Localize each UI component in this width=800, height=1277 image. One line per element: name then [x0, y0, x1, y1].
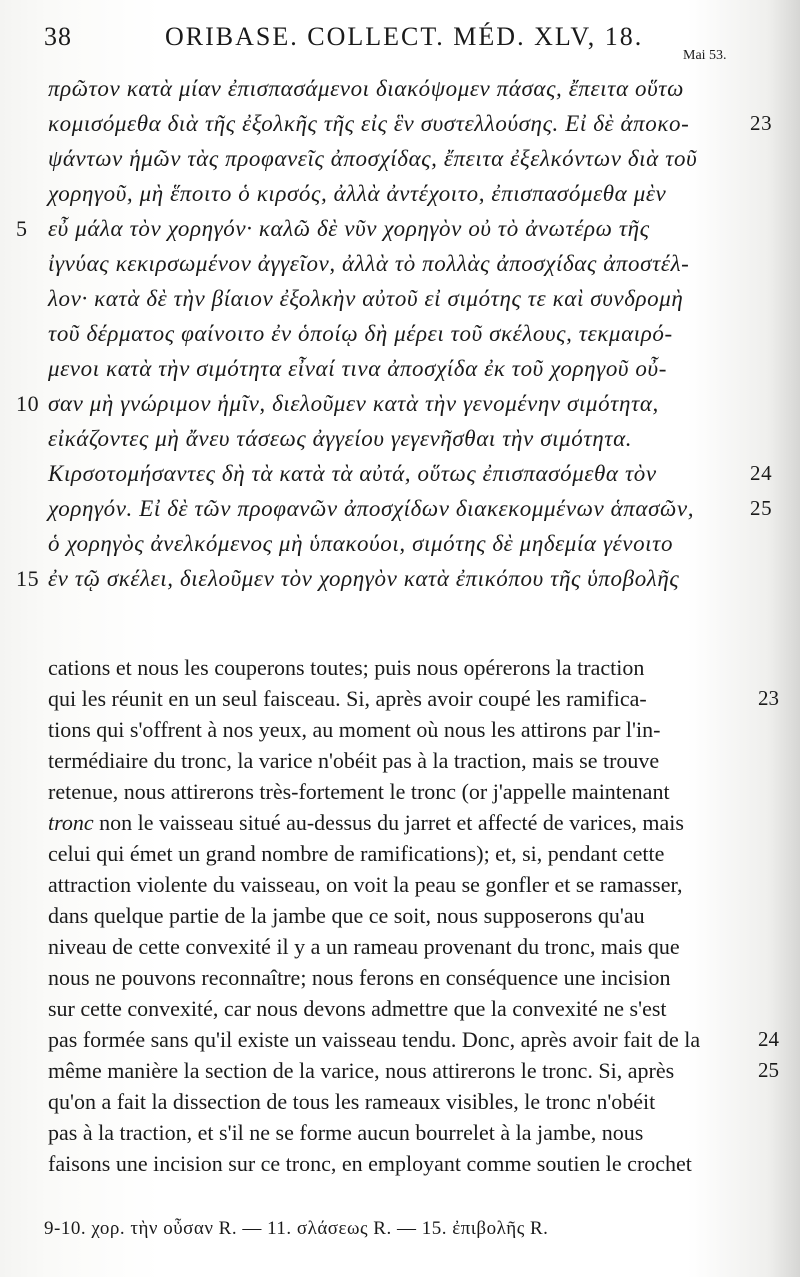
greek-line [48, 281, 738, 316]
french-line [48, 745, 748, 776]
french-line [48, 900, 748, 931]
greek-line-text: ἐν τῷ σκέλει, διελοῦμεν τὸν χορηγὸν κατὰ ἐπικόπου τῆς ὑποβολῆς [48, 566, 680, 591]
french-line-text: tions qui s'offrent à nos yeux, au moment où nous les attirons par l'in- [48, 717, 661, 742]
french-line [48, 1117, 748, 1148]
french-line [48, 714, 748, 745]
french-line-text: qu'on a fait la dissection de tous les rameaux visibles, le tronc n'obéit [48, 1089, 656, 1114]
greek-line-text: τοῦ δέρματος φαίνοιτο ἐν ὁποίῳ δὴ μέρει τοῦ σκέλους, τεκμαιρό- [48, 321, 673, 346]
french-line-text: sur cette convexité, car nous devons admettre que la convexité ne s'est [48, 996, 667, 1021]
greek-line [48, 351, 738, 386]
greek-line-text: σαν μὴ γνώριμον ἡμῖν, διελοῦμεν κατὰ τὴν γενομένην σιμότητα, [48, 391, 659, 416]
french-line [48, 776, 748, 807]
french-line-text: termédiaire du tronc, la varice n'obéit pas à la traction, mais se trouve [48, 748, 660, 773]
greek-line-text: ἰγνύας κεκιρσωμένον ἀγγεῖον, ἀλλὰ τὸ πολλὰς ἀποσχίδας ἀποστέλ- [48, 251, 690, 276]
greek-line [48, 106, 773, 141]
greek-line-text: κομισόμεθα διὰ τῆς ἐξολκῆς τῆς εἰς ἓν συστελλούσης. Εἰ δὲ ἀποκο- [48, 111, 690, 136]
french-translation-block [48, 652, 779, 1179]
section-number: 23 [750, 111, 773, 135]
running-head: ORIBASE. COLLECT. MÉD. XLV, 18. [165, 22, 644, 51]
greek-line-text: χορηγοῦ, μὴ ἕποιτο ὁ κιρσός, ἀλλὰ ἀντέχοιτο, ἐπισπασόμεθα μὲν [48, 181, 667, 206]
french-line [48, 652, 748, 683]
french-line-text: tronc non le vaisseau situé au-dessus du jarret et affecté de varices, mais [48, 810, 684, 835]
greek-line-text: ψάντων ἡμῶν τὰς προφανεῖς ἀποσχίδας, ἔπειτα ἐξελκόντων διὰ τοῦ [48, 146, 698, 171]
page-number: 38 [44, 22, 72, 51]
line-number: 5 [16, 216, 28, 241]
greek-line [48, 456, 773, 491]
french-line [48, 869, 748, 900]
french-line-text: attraction violente du vaisseau, on voit la peau se gonfler et se ramasser, [48, 872, 683, 897]
french-line [48, 807, 748, 838]
greek-line-text: εὖ μάλα τὸν χορηγόν· καλῶ δὲ νῦν χορηγὸν οὐ τὸ ἀνωτέρω τῆς [48, 216, 650, 241]
french-line [48, 838, 748, 869]
greek-line [16, 561, 738, 596]
greek-line-text: ὁ χορηγὸς ἀνελκόμενος μὴ ὑπακούοι, σιμότης δὲ μηδεμία γένοιτο [48, 531, 674, 556]
french-line-text: dans quelque partie de la jambe que ce soit, nous supposerons qu'au [48, 903, 645, 928]
marginal-date: Mai 53. [683, 48, 727, 63]
french-line [48, 683, 779, 714]
french-line [48, 993, 748, 1024]
greek-line-text: πρῶτον κατὰ μίαν ἐπισπασάμενοι διακόψομεν πάσας, ἔπειτα οὕτω [48, 76, 684, 101]
greek-line-text: μενοι κατὰ τὴν σιμότητα εἶναί τινα ἀποσχίδα ἐκ τοῦ χορηγοῦ οὖ- [48, 356, 667, 381]
greek-line [16, 211, 738, 246]
greek-line [16, 386, 738, 421]
line-number: 10 [16, 391, 40, 416]
french-line-text: qui les réunit en un seul faisceau. Si, après avoir coupé les ramifica- [48, 686, 647, 711]
french-line [48, 1055, 779, 1086]
french-line [48, 1148, 748, 1179]
french-line-text: cations et nous les couperons toutes; puis nous opérerons la traction [48, 655, 645, 680]
french-line [48, 1024, 779, 1055]
french-line [48, 931, 748, 962]
greek-line [48, 141, 738, 176]
footnote: 9-10. χορ. τὴν οὖσαν R. — 11. σλάσεως R. — 15. ἐπιβολῆς R. [44, 1218, 549, 1239]
greek-line-text: εἰκάζοντες μὴ ἄνευ τάσεως ἀγγείου γεγενῆσθαι τὴν σιμότητα. [48, 426, 633, 451]
french-line-text: faisons une incision sur ce tronc, en employant comme soutien le crochet [48, 1151, 692, 1176]
section-number: 24 [758, 1027, 779, 1051]
greek-line [48, 246, 738, 281]
emphasized-word: tronc [48, 810, 94, 835]
greek-line [48, 71, 738, 106]
french-line-text: nous ne pouvons reconnaître; nous ferons en conséquence une incision [48, 965, 671, 990]
section-number: 24 [750, 461, 773, 485]
french-line [48, 1086, 748, 1117]
greek-text-block [16, 71, 773, 596]
greek-line [48, 176, 738, 211]
greek-line [48, 526, 738, 561]
section-number: 25 [758, 1058, 779, 1082]
french-line-text: retenue, nous attirerons très-fortement le tronc (or j'appelle maintenant [48, 779, 670, 804]
greek-line [48, 421, 738, 456]
french-line-text: même manière la section de la varice, nous attirerons le tronc. Si, après [48, 1058, 675, 1083]
french-line-text: pas à la traction, et s'il ne se forme aucun bourrelet à la jambe, nous [48, 1120, 644, 1145]
greek-line-text: λον· κατὰ δὲ τὴν βίαιον ἐξολκὴν αὐτοῦ εἰ σιμότης τε καὶ συνδρομὴ [48, 286, 684, 311]
line-number: 15 [16, 566, 40, 591]
greek-line-text: χορηγόν. Εἰ δὲ τῶν προφανῶν ἀποσχίδων διακεκομμένων ἁπασῶν, [48, 496, 695, 521]
section-number: 25 [750, 496, 773, 520]
greek-line [48, 491, 773, 526]
french-line-text: niveau de cette convexité il y a un rameau provenant du tronc, mais que [48, 934, 680, 959]
greek-line-text: Κιρσοτομήσαντες δὴ τὰ κατὰ τὰ αὐτά, οὕτως ἐπισπασόμεθα τὸν [48, 461, 657, 486]
section-number: 23 [758, 686, 779, 710]
french-line [48, 962, 748, 993]
french-line-text: pas formée sans qu'il existe un vaisseau tendu. Donc, après avoir fait de la [48, 1027, 701, 1052]
greek-line [48, 316, 738, 351]
french-line-text: celui qui émet un grand nombre de ramifications); et, si, pendant cette [48, 841, 665, 866]
